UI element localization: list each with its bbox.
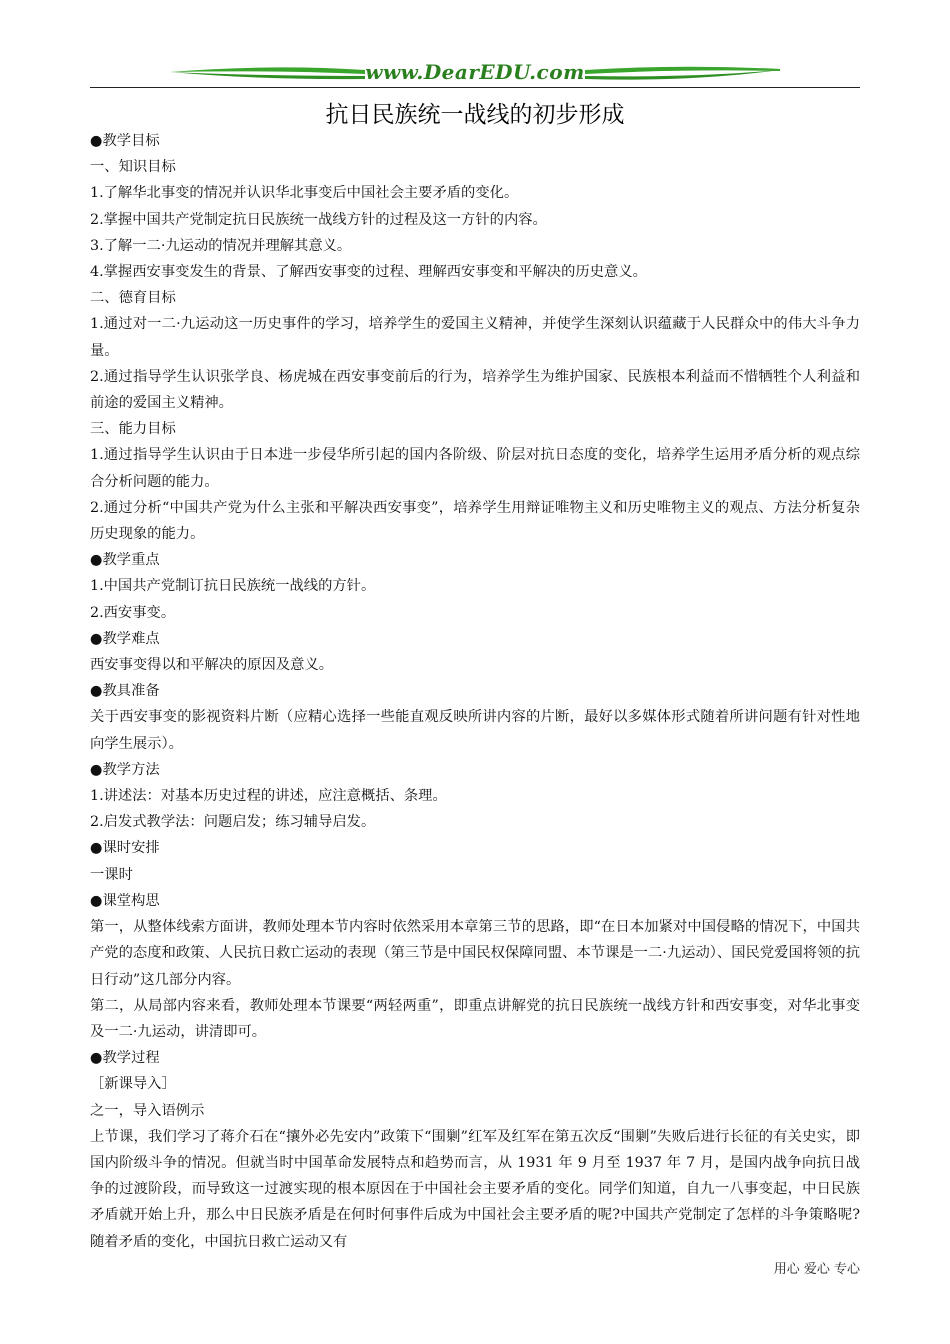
section-heading: ●教学难点 [90, 630, 160, 647]
section-heading: ●教具准备 [90, 683, 160, 700]
paragraph: 2.西安事变。 [90, 604, 176, 621]
paragraph: 4.掌握西安事变发生的背景、了解西安事变的过程、理解西安事变和平解决的历史意义。 [90, 264, 647, 281]
sub-heading: 一、知识目标 [90, 159, 176, 176]
paragraph: 1.中国共产党制订抗日民族统一战线的方针。 [90, 578, 376, 595]
paragraph: 西安事变得以和平解决的原因及意义。 [90, 657, 334, 674]
header-divider [90, 87, 860, 88]
section-heading: ●教学过程 [90, 1050, 160, 1067]
paragraph: 第一，从整体线索方面讲，教师处理本节内容时依然采用本章第三节的思路，即“在日本加紧对中国侵略的情况下，中国共产党的态度和政策、人民抗日救亡运动的表现（第三节是中国民权保障同盟、本节课是一二·九运动）、国民党爱国将领的抗日行动”这几部分内容。 [90, 919, 860, 988]
paragraph: 2.通过指导学生认识张学良、杨虎城在西安事变前后的行为，培养学生为维护国家、民族根本利益而不惜牺牲个人利益和前途的爱国主义精神。 [90, 368, 860, 412]
site-logo-text: www.DearEDU.com [365, 60, 585, 84]
paragraph: 2.掌握中国共产党制定抗日民族统一战线方针的过程及这一方针的内容。 [90, 211, 547, 228]
site-header [90, 58, 860, 92]
section-heading: ●课堂构思 [90, 892, 160, 909]
paragraph: 一课时 [90, 866, 133, 883]
paragraph: 第二，从局部内容来看，教师处理本节课要“两轻两重”，即重点讲解党的抗日民族统一战线方针和西安事变，对华北事变及一二·九运动，讲清即可。 [90, 997, 860, 1040]
sub-heading: 二、德育目标 [90, 290, 176, 307]
section-heading: ●课时安排 [90, 840, 160, 857]
paragraph: 3.了解一二·九运动的情况并理解其意义。 [90, 237, 352, 254]
section-heading: ●教学目标 [90, 133, 160, 149]
paragraph: 1.了解华北事变的情况并认识华北事变后中国社会主要矛盾的变化。 [90, 185, 519, 202]
document-title: 抗日民族统一战线的初步形成 [325, 102, 625, 128]
paragraph: 1.通过指导学生认识由于日本进一步侵华所引起的国内各阶级、阶层对抗日态度的变化，培养学生运用矛盾分析的观点综合分析问题的能力。 [90, 447, 860, 490]
document-body [90, 128, 860, 1255]
paragraph: 关于西安事变的影视资料片断（应精心选择一些能直观反映所讲内容的片断，最好以多媒体形式随着所讲问题有针对性地向学生展示）。 [90, 709, 860, 752]
paragraph: 2.通过分析“中国共产党为什么主张和平解决西安事变”，培养学生用辩证唯物主义和历史唯物主义的观点、方法分析复杂历史现象的能力。 [90, 499, 860, 543]
page-footer: 用心 爱心 专心 [773, 1262, 860, 1277]
sub-heading: 之一，导入语例示 [90, 1102, 205, 1119]
sub-heading: ［新课导入］ [90, 1076, 176, 1093]
section-heading: ●教学方法 [90, 761, 160, 778]
paragraph: 上节课，我们学习了蒋介石在“攘外必先安内”政策下“围剿”红军及红军在第五次反“围剿”失败后进行长征的有关史实，即国内阶级斗争的情况。但就当时中国革命发展特点和趋势而言，从 1931 年 9 月至 1937 年 7 月，是国内战争向抗日战争的过渡阶段，而导致这一过渡实现的根本原因在于中国社会主要矛盾的变化。同学们知道，自九一八事变起，中日民族矛盾就开始上升，那么中日民族矛盾是在何时何事件后成为中国社会主要矛盾的呢?中国共产党制定了怎样的斗争策略呢?随着矛盾的变化，中国抗日救亡运动又有 [90, 1128, 860, 1250]
section-heading: ●教学重点 [90, 552, 160, 569]
paragraph: 2.启发式教学法：问题启发；练习辅导启发。 [90, 814, 376, 831]
sub-heading: 三、能力目标 [90, 421, 176, 438]
paragraph: 1.讲述法：对基本历史过程的讲述，应注意概括、条理。 [90, 788, 447, 805]
paragraph: 1.通过对一二·九运动这一历史事件的学习，培养学生的爱国主义精神，并使学生深刻认识蕴藏于人民群众中的伟大斗争力量。 [90, 316, 860, 359]
